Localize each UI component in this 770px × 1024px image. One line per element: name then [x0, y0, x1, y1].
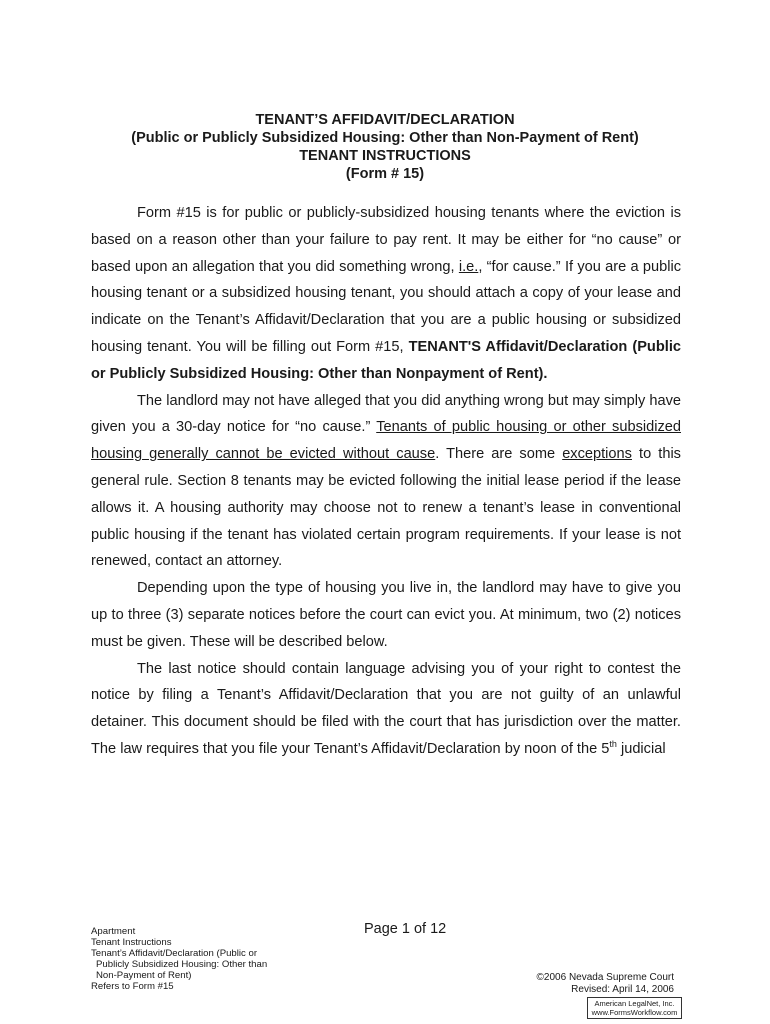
exceptions-term: exceptions — [562, 446, 632, 463]
footer-line: Apartment — [91, 926, 136, 937]
page-number: Page 1 of 12 — [364, 921, 447, 937]
revised-date: Revised: April 14, 2006 — [571, 984, 674, 995]
document-body — [91, 200, 681, 763]
document-title: TENANT’S AFFIDAVIT/DECLARATION — [255, 112, 515, 128]
form-15-reference: TENANT'S Affidavit/Declaration (Public or Publicly Subsidized Housing: Other than Nonpayment of Rent). — [91, 338, 681, 382]
copyright-text: ©2006 Nevada Supreme Court — [536, 972, 674, 983]
footer-form-info — [91, 926, 267, 992]
footer-copyright — [537, 972, 674, 996]
document-header — [60, 111, 710, 183]
form-number: (Form # 15) — [345, 166, 425, 182]
footer-line: Non-Payment of Rent) — [96, 970, 192, 981]
legalnet-stamp — [587, 997, 682, 1019]
ordinal-suffix: th — [609, 739, 617, 750]
p4-text-a: The last notice should contain language advising you of your right to contest the notice by filing a Tenant’s Affidavit/Declaration that you are not guilty of an unlawful detainer. This document should be filed with the court that has jurisdiction over the matter. The law requires that you file your Tenant’s Affidavit/Declaration by noon of the 5 — [91, 660, 681, 757]
legalnet-url: www.FormsWorkflow.com — [591, 1008, 678, 1017]
p4-text-b: judicial — [616, 740, 666, 757]
footer-line: Tenant Instructions — [91, 937, 172, 948]
footer-line: Publicly Subsidized Housing: Other than — [96, 959, 268, 970]
p1-text-b: , “for cause.” If you are a public housing tenant or a subsidized housing tenant, you should attach a copy of your lease and indicate on the Tenant’s Affidavit/Declaration that you are a public housing or subsidized housing tenant. You will be filling out Form #15, — [91, 258, 681, 355]
paragraph-1 — [91, 200, 681, 388]
ie-abbreviation: i.e. — [458, 258, 479, 275]
p1-text-a: Form #15 is for public or publicly-subsidized housing tenants where the eviction is based on a reason other than your failure to pay rent. It may be either for “no cause” or based upon an allegation that you did something wrong, — [91, 205, 681, 275]
p2-text-a: The landlord may not have alleged that you did anything wrong but may simply have given you a 30-day notice for “no cause.” — [91, 392, 681, 436]
paragraph-4 — [91, 656, 681, 763]
paragraph-3: Depending upon the type of housing you live in, the landlord may have to give you up to three (3) separate notices before the court can evict you. At minimum, two (2) notices must be given. These will be described below. — [91, 580, 681, 650]
eviction-rule: Tenants of public housing or other subsidized housing generally cannot be evicted without cause — [91, 419, 681, 463]
instructions-heading: TENANT INSTRUCTIONS — [299, 148, 471, 164]
p2-text-c: to this general rule. Section 8 tenants may be evicted following the initial lease period if the lease allows it. A housing authority may choose not to renew a tenant’s lease in conventional public housing if the tenant has violated certain program requirements. If your lease is not renewed, contact an attorney. — [91, 446, 681, 570]
paragraph-2 — [91, 388, 681, 576]
p2-text-b: . There are some — [435, 446, 563, 463]
footer-line: Tenant’s Affidavit/Declaration (Public or — [91, 948, 258, 959]
footer-line: Refers to Form #15 — [91, 981, 174, 992]
document-subtitle: (Public or Publicly Subsidized Housing: Other than Non-Payment of Rent) — [131, 130, 639, 146]
legalnet-name: American LegalNet, Inc. — [594, 999, 675, 1008]
